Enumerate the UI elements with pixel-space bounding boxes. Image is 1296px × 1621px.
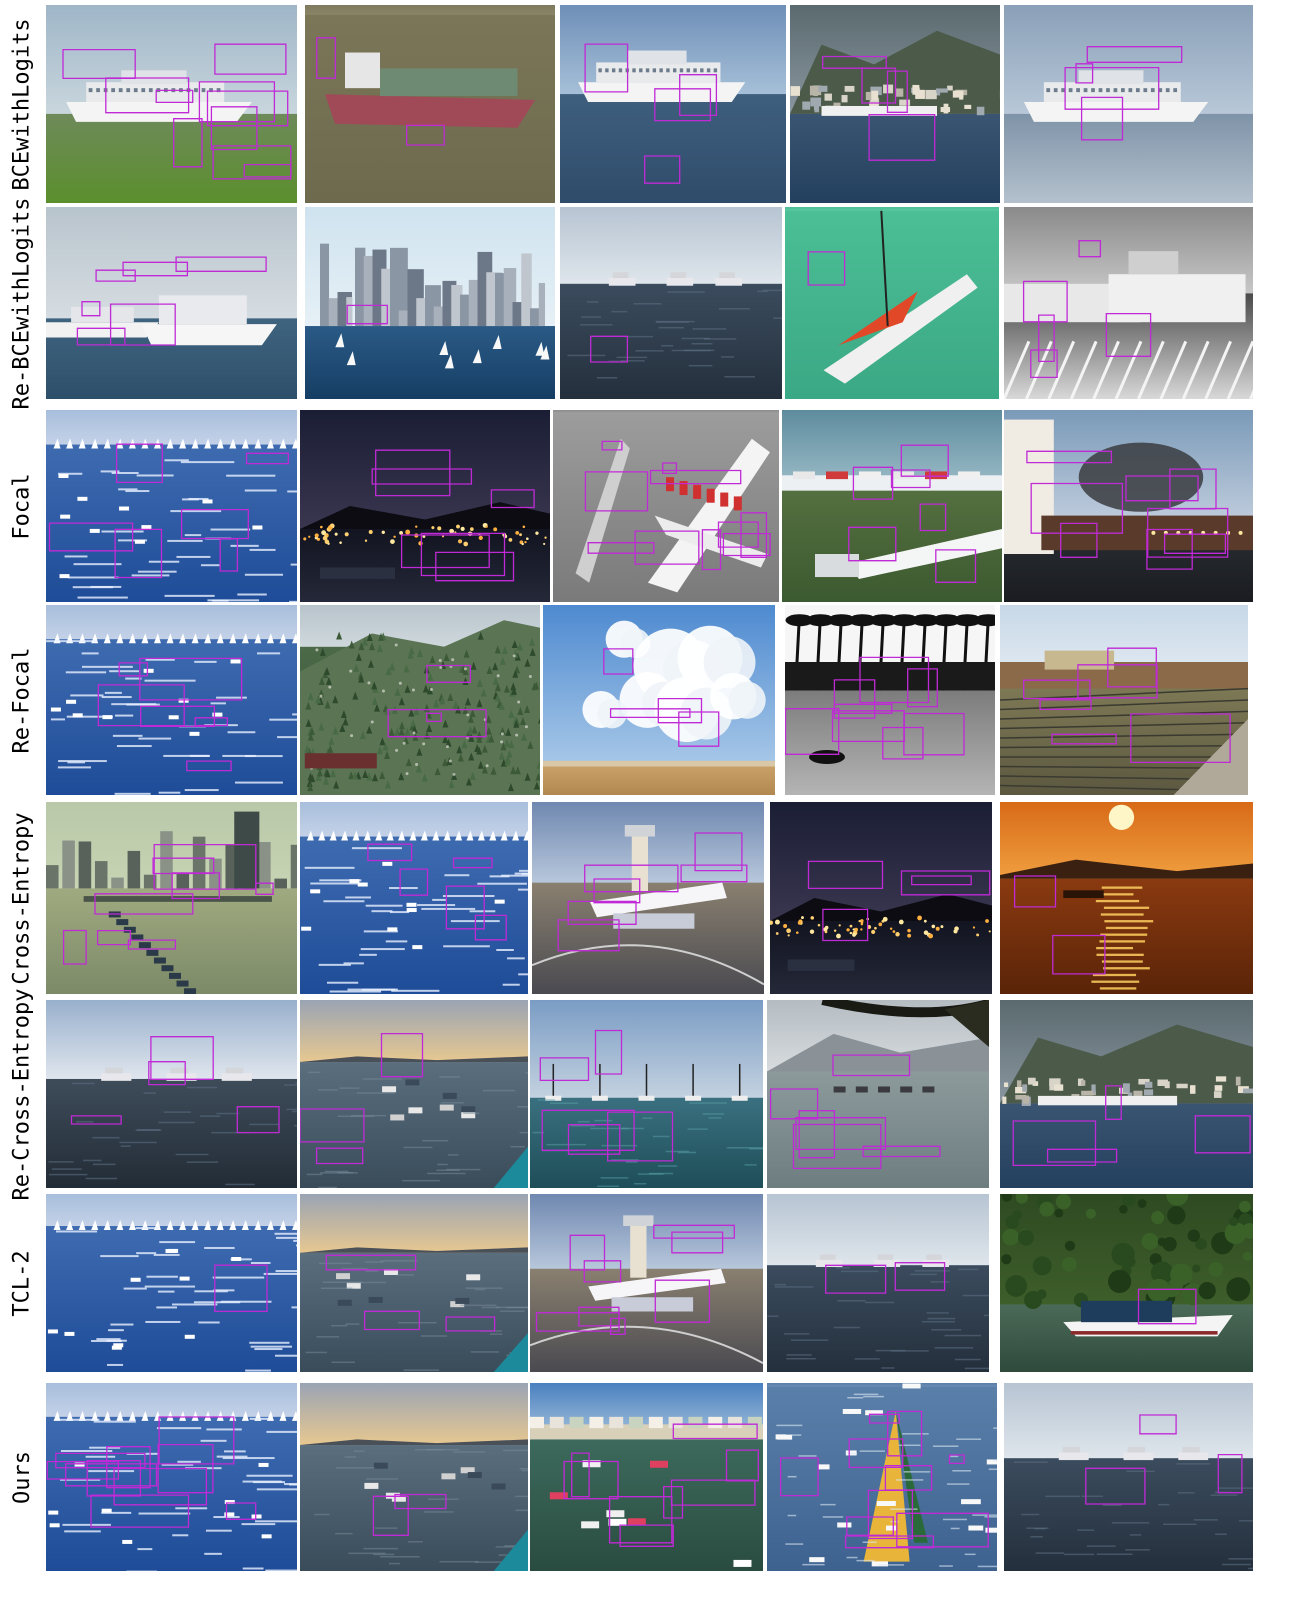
scene-ground bbox=[790, 114, 1000, 203]
method-name: Ours bbox=[9, 1450, 35, 1504]
scene-photo bbox=[790, 5, 1000, 203]
scene-photo bbox=[46, 605, 297, 795]
method-row bbox=[0, 1194, 1296, 1372]
scene-photo bbox=[305, 5, 555, 203]
scene-ground bbox=[46, 114, 297, 203]
detection-image bbox=[1000, 1194, 1253, 1372]
scene-sky bbox=[46, 1383, 297, 1418]
row-label bbox=[0, 988, 44, 1200]
detection-image bbox=[300, 1000, 528, 1188]
scene-photo bbox=[300, 802, 528, 994]
method-name: BCEwithLogits bbox=[9, 17, 35, 191]
method-name: Re-Focal bbox=[9, 647, 35, 753]
scene-photo bbox=[300, 605, 540, 795]
detection-image bbox=[1000, 802, 1253, 994]
detection-image bbox=[532, 802, 764, 994]
scene-photo bbox=[300, 1383, 528, 1571]
detection-image bbox=[1004, 207, 1253, 399]
detection-image bbox=[767, 1383, 997, 1571]
detection-image bbox=[1004, 1383, 1253, 1571]
scene-photo bbox=[1004, 207, 1253, 399]
scene-photo bbox=[300, 1194, 528, 1372]
scene-ground bbox=[767, 1265, 989, 1372]
scene-sky bbox=[300, 1194, 528, 1254]
scene-photo bbox=[530, 1383, 763, 1571]
scene-photo bbox=[46, 1383, 297, 1571]
scene-photo bbox=[767, 1000, 989, 1188]
scene-ground bbox=[770, 921, 992, 994]
detection-image bbox=[46, 410, 297, 602]
row-label bbox=[0, 1383, 44, 1571]
detection-image bbox=[300, 802, 528, 994]
detection-image bbox=[46, 5, 297, 203]
detection-image bbox=[543, 605, 775, 795]
scene-ground bbox=[1000, 879, 1253, 994]
detection-image bbox=[560, 5, 786, 203]
detection-image bbox=[785, 605, 995, 795]
detection-image bbox=[1000, 605, 1248, 795]
detection-image bbox=[767, 1194, 989, 1372]
detection-image bbox=[46, 1383, 297, 1571]
scene-photo bbox=[300, 1000, 528, 1188]
detection-image bbox=[530, 1383, 763, 1571]
scene-photo bbox=[782, 410, 1002, 602]
scene-photo bbox=[530, 1194, 763, 1372]
method-name: Cross-Entropy bbox=[9, 811, 35, 985]
scene-photo bbox=[46, 5, 297, 203]
method-name: Re-Cross-Entropy bbox=[9, 988, 35, 1200]
method-name: Focal bbox=[9, 472, 35, 540]
scene-photo bbox=[770, 802, 992, 994]
scene-ground bbox=[46, 1226, 297, 1372]
scene-sky bbox=[300, 1000, 528, 1063]
scene-photo bbox=[560, 207, 782, 399]
method-row bbox=[0, 410, 1296, 602]
scene-ground bbox=[543, 767, 775, 796]
detection-image bbox=[46, 605, 297, 795]
detection-image bbox=[782, 410, 1002, 602]
detection-image bbox=[300, 1194, 528, 1372]
scene-photo bbox=[785, 207, 999, 399]
method-row bbox=[0, 802, 1296, 994]
detection-image bbox=[300, 605, 540, 795]
scene-ground bbox=[300, 1253, 528, 1372]
scene-sky bbox=[46, 1194, 297, 1227]
detection-image bbox=[300, 1383, 528, 1571]
scene-ground bbox=[785, 211, 999, 399]
scene-photo bbox=[785, 605, 995, 795]
row-label bbox=[0, 605, 44, 795]
detection-image bbox=[785, 207, 999, 399]
scene-photo bbox=[767, 1383, 997, 1571]
method-row bbox=[0, 1383, 1296, 1571]
scene-sky bbox=[300, 802, 528, 838]
detection-image bbox=[305, 5, 555, 203]
scene-ground bbox=[1004, 114, 1253, 203]
detection-image bbox=[770, 802, 992, 994]
scene-sky bbox=[46, 605, 297, 640]
scene-photo bbox=[46, 410, 297, 602]
scene-sky bbox=[300, 1383, 528, 1446]
detection-image bbox=[1004, 410, 1253, 602]
detection-image bbox=[1004, 5, 1253, 203]
scene-ground bbox=[46, 1417, 297, 1571]
method-row bbox=[0, 605, 1296, 795]
detection-image bbox=[790, 5, 1000, 203]
detection-image bbox=[305, 207, 555, 399]
scene-photo bbox=[767, 1194, 989, 1372]
scene-photo bbox=[46, 802, 297, 994]
detection-image bbox=[46, 1194, 297, 1372]
detection-image bbox=[560, 207, 782, 399]
scene-ground bbox=[305, 326, 555, 399]
row-label bbox=[0, 410, 44, 602]
detection-image bbox=[530, 1000, 763, 1188]
scene-photo bbox=[1000, 1000, 1253, 1188]
scene-photo bbox=[543, 605, 775, 795]
detection-image bbox=[300, 410, 550, 602]
scene-photo bbox=[553, 410, 779, 602]
scene-photo bbox=[1000, 1194, 1253, 1372]
row-label bbox=[0, 1194, 44, 1372]
scene-ground bbox=[560, 94, 786, 203]
detection-image bbox=[46, 802, 297, 994]
scene-photo bbox=[560, 5, 786, 203]
scene-ground bbox=[560, 284, 782, 399]
scene-photo bbox=[530, 1000, 763, 1188]
scene-photo bbox=[1004, 410, 1253, 602]
scene-ground bbox=[46, 1079, 297, 1188]
scene-photo bbox=[1004, 5, 1253, 203]
scene-sky bbox=[46, 410, 297, 446]
row-label bbox=[0, 5, 44, 203]
scene-photo bbox=[1000, 605, 1248, 795]
scene-photo bbox=[300, 410, 550, 602]
detection-image bbox=[46, 1000, 297, 1188]
scene-sky bbox=[305, 5, 555, 16]
scene-photo bbox=[532, 802, 764, 994]
scene-photo bbox=[1004, 1383, 1253, 1571]
scene-photo bbox=[1000, 802, 1253, 994]
method-row bbox=[0, 5, 1296, 203]
detection-image bbox=[1000, 1000, 1253, 1188]
method-row bbox=[0, 988, 1296, 1200]
method-name: Re-BCEwithLogits bbox=[9, 197, 35, 409]
detection-image bbox=[553, 410, 779, 602]
scene-photo bbox=[46, 207, 297, 399]
scene-ground bbox=[300, 529, 550, 602]
row-label bbox=[0, 802, 44, 994]
scene-photo bbox=[305, 207, 555, 399]
detection-image bbox=[46, 207, 297, 399]
scene-photo bbox=[46, 1000, 297, 1188]
detection-image bbox=[767, 1000, 989, 1188]
detection-image bbox=[530, 1194, 763, 1372]
row-label bbox=[0, 197, 44, 409]
method-name: TCL-2 bbox=[9, 1249, 35, 1317]
scene-photo bbox=[46, 1194, 297, 1372]
method-row bbox=[0, 197, 1296, 409]
